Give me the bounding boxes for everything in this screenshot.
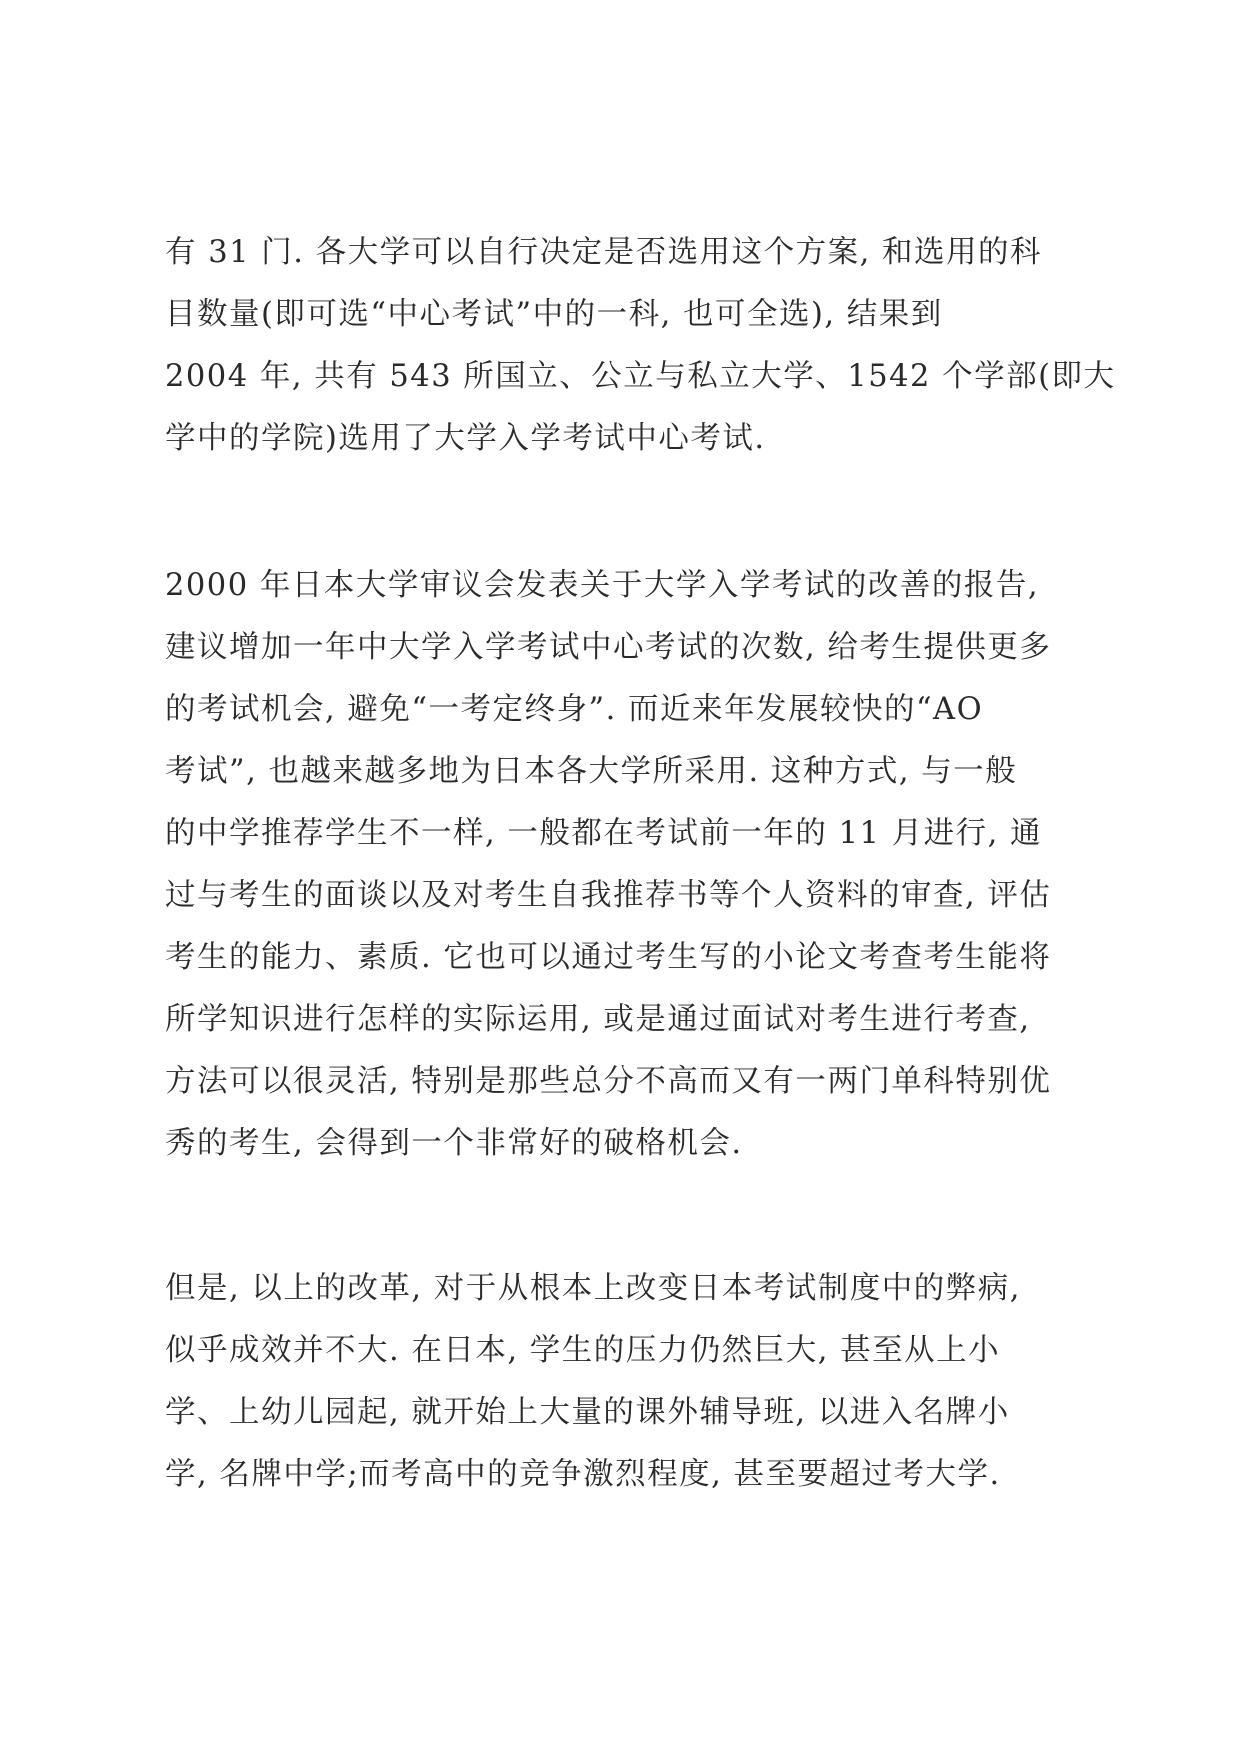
paragraph-2 [165,555,1105,1175]
paragraph-line: 2004 年, 共有 543 所国立、公立与私立大学、1542 个学部(即大 [165,359,1116,394]
paragraph-line: 的考试机会, 避免“一考定终身”. 而近来年发展较快的“AO [165,692,984,727]
paragraph-line: 2000 年日本大学审议会发表关于大学入学考试的改善的报告, [165,568,1040,603]
paragraph-line: 过与考生的面谈以及对考生自我推荐书等个人资料的审查, 评估 [165,878,1052,913]
paragraph-line: 所学知识进行怎样的实际运用, 或是通过面试对考生进行考查, [165,1002,1031,1037]
paragraph-line: 考生的能力、素质. 它也可以通过考生写的小论文考查考生能将 [165,940,1052,975]
paragraph-line: 秀的考生, 会得到一个非常好的破格机会. [165,1126,743,1161]
paragraph-line: 学中的学院)选用了大学入学考试中心考试. [165,421,766,456]
paragraph-line: 学, 名牌中学;而考高中的竞争激烈程度, 甚至要超过考大学. [165,1457,1001,1492]
paragraph-1 [165,222,1116,470]
paragraph-line: 目数量(即可选“中心考试”中的一科, 也可全选), 结果到 [165,297,943,332]
paragraph-line: 但是, 以上的改革, 对于从根本上改变日本考试制度中的弊病, [165,1271,1021,1306]
paragraph-3 [165,1258,1105,1506]
paragraph-line: 考试”, 也越来越多地为日本各大学所采用. 这种方式, 与一般 [165,754,1018,789]
paragraph-line: 似乎成效并不大. 在日本, 学生的压力仍然巨大, 甚至从上小 [165,1333,1001,1368]
paragraph-line: 方法可以很灵活, 特别是那些总分不高而又有一两门单科特别优 [165,1064,1052,1099]
paragraph-line: 有 31 门. 各大学可以自行决定是否选用这个方案, 和选用的科 [165,235,1042,270]
paragraph-line: 学、上幼儿园起, 就开始上大量的课外辅导班, 以进入名牌小 [165,1395,1010,1430]
paragraph-line: 建议增加一年中大学入学考试中心考试的次数, 给考生提供更多 [165,630,1052,665]
paragraph-line: 的中学推荐学生不一样, 一般都在考试前一年的 11 月进行, 通 [165,816,1042,851]
